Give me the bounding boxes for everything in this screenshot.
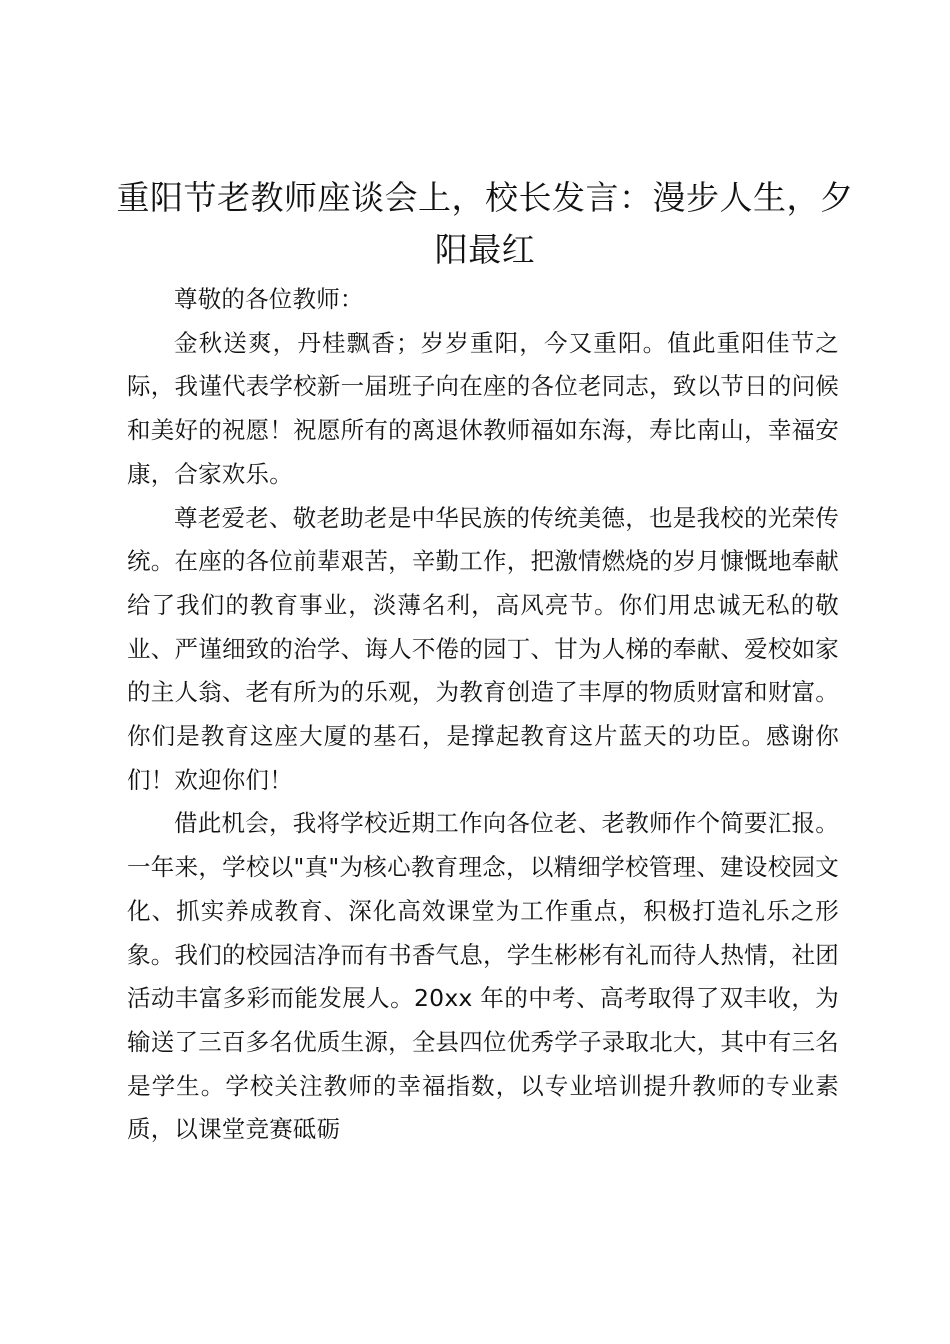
document-title: 重阳节老教师座谈会上，校长发言：漫步人生，夕阳最红 — [116, 178, 854, 269]
paragraph-1: 金秋送爽，丹桂飘香；岁岁重阳，今又重阳。值此重阳佳节之际，我谨代表学校新一届班子向在座的各位老同志，致以节日的问候和美好的祝愿！祝愿所有的离退休教师福如东海，寿比南山，幸福安康，合家欢乐。 — [127, 328, 839, 488]
paragraph-2: 尊老爱老、敬老助老是中华民族的传统美德，也是我校的光荣传统。在座的各位前辈艰苦，辛勤工作，把激情燃烧的岁月慷慨地奉献给了我们的教育事业，淡薄名利，高风亮节。你们用忠诚无私的敬业、严谨细致的治学、诲人不倦的园丁、甘为人梯的奉献、爱校如家的主人翁、老有所为的乐观，为教育创造了丰厚的物质财富和财富。你们是教育这座大厦的基石，是撑起教育这片蓝天的功臣。感谢你们！欢迎你们！ — [127, 503, 839, 794]
paragraph-3: 借此机会，我将学校近期工作向各位老、老教师作个简要汇报。一年来，学校以"真"为核心教育理念，以精细学校管理、建设校园文化、抓实养成教育、深化高效课堂为工作重点，积极打造礼乐之形象。我们的校园洁净而有书香气息，学生彬彬有礼而待人热情，社团活动丰富多彩而能发展人。20xx 年的中考、高考取得了双丰收，为输送了三百多名优质生源，全县四位优秀学子录取北大，其中有三名是学生。学校关注教师的幸福指数，以专业培训提升教师的专业素质，以课堂竞赛砥砺 — [127, 809, 839, 1144]
document-body — [127, 278, 839, 1152]
salutation: 尊敬的各位教师： — [174, 285, 364, 313]
